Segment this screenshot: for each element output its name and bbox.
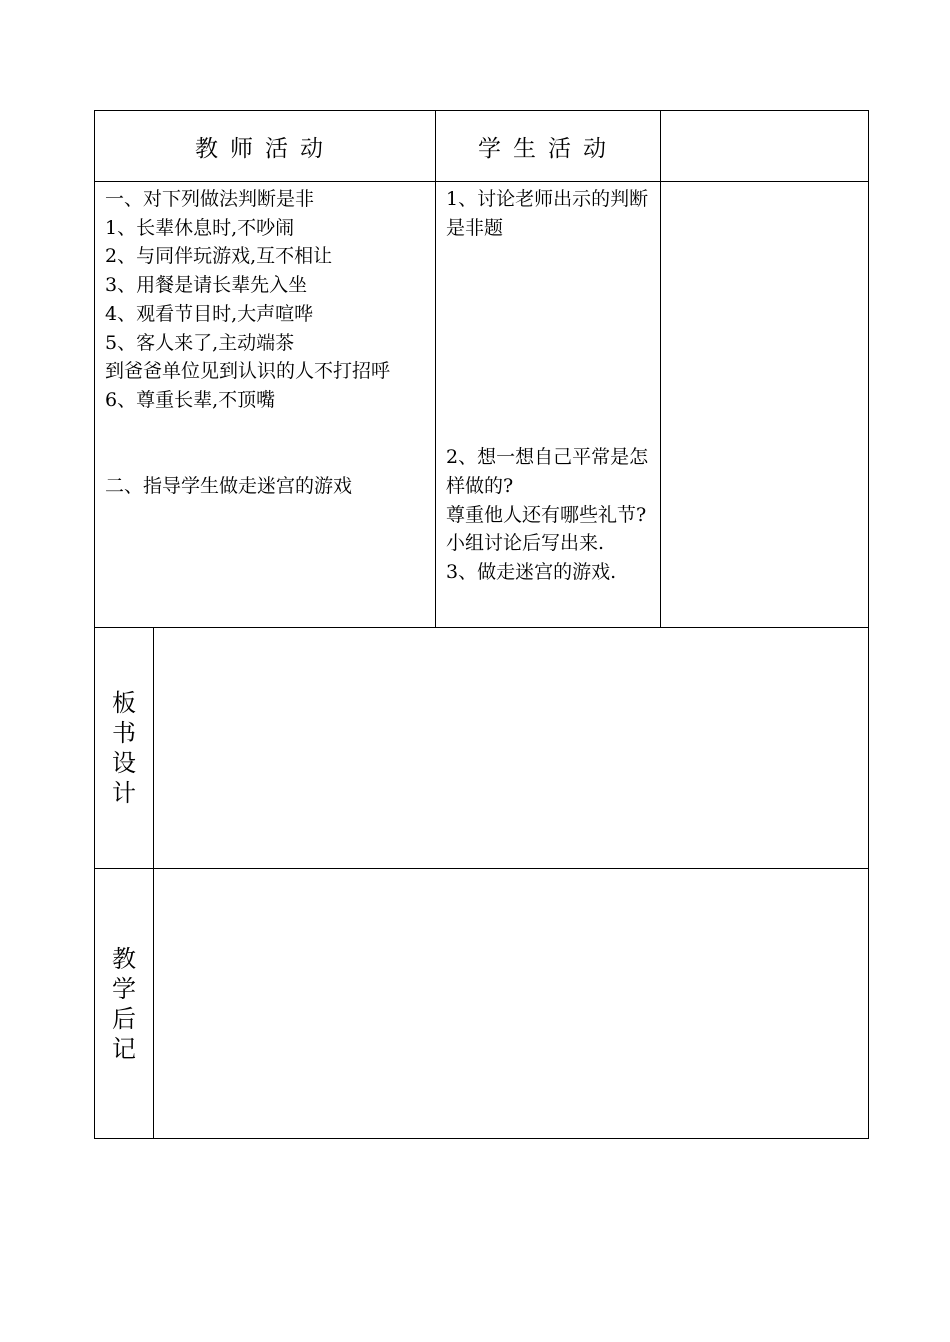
spacer bbox=[446, 300, 652, 329]
lesson-plan-table bbox=[94, 110, 869, 1139]
student-line: 3、做走迷宫的游戏. bbox=[446, 561, 617, 584]
student-line: 小组讨论后写出来. bbox=[446, 532, 605, 555]
teacher-line: 4、观看节目时,大声喧哗 bbox=[105, 302, 314, 325]
teacher-line: 二、指导学生做走迷宫的游戏 bbox=[105, 475, 353, 498]
teacher-line: 1、长辈休息时,不吵闹 bbox=[105, 216, 295, 239]
extra-header-cell bbox=[661, 111, 869, 182]
teacher-line: 6、尊重长辈,不顶嘴 bbox=[105, 388, 276, 411]
teacher-line: 2、与同伴玩游戏,互不相让 bbox=[105, 245, 333, 268]
spacer bbox=[446, 386, 652, 415]
teaching-notes-row bbox=[95, 869, 869, 1139]
teacher-line: 3、用餐是请长辈先入坐 bbox=[105, 274, 308, 297]
activity-row bbox=[95, 182, 869, 628]
student-activity-cell bbox=[436, 182, 661, 628]
spacer bbox=[446, 357, 652, 386]
teacher-activity-cell bbox=[95, 182, 436, 628]
spacer bbox=[105, 415, 427, 472]
board-design-content bbox=[154, 628, 869, 869]
extra-activity-cell bbox=[661, 182, 869, 628]
board-design-row bbox=[95, 628, 869, 869]
teaching-notes-label: 教 学 后 记 bbox=[95, 869, 154, 1139]
teacher-line: 到爸爸单位见到认识的人不打招呼 bbox=[105, 360, 391, 383]
teacher-line: 5、客人来了,主动端茶 bbox=[105, 331, 295, 354]
spacer bbox=[446, 242, 652, 271]
spacer bbox=[446, 415, 652, 444]
student-line: 2、想一想自己平常是怎样做的? bbox=[446, 446, 649, 497]
board-design-label: 板 书 设 计 bbox=[95, 628, 154, 869]
teacher-line: 一、对下列做法判断是非 bbox=[105, 188, 315, 210]
header-row bbox=[95, 111, 869, 182]
student-activity-header: 学生活动 bbox=[436, 111, 661, 182]
spacer bbox=[446, 271, 652, 300]
student-line: 尊重他人还有哪些礼节? bbox=[446, 503, 647, 526]
student-line: 1、讨论老师出示的判断是非题 bbox=[446, 188, 649, 239]
teacher-activity-header: 教师活动 bbox=[95, 111, 436, 182]
spacer bbox=[446, 328, 652, 357]
teaching-notes-content bbox=[154, 869, 869, 1139]
